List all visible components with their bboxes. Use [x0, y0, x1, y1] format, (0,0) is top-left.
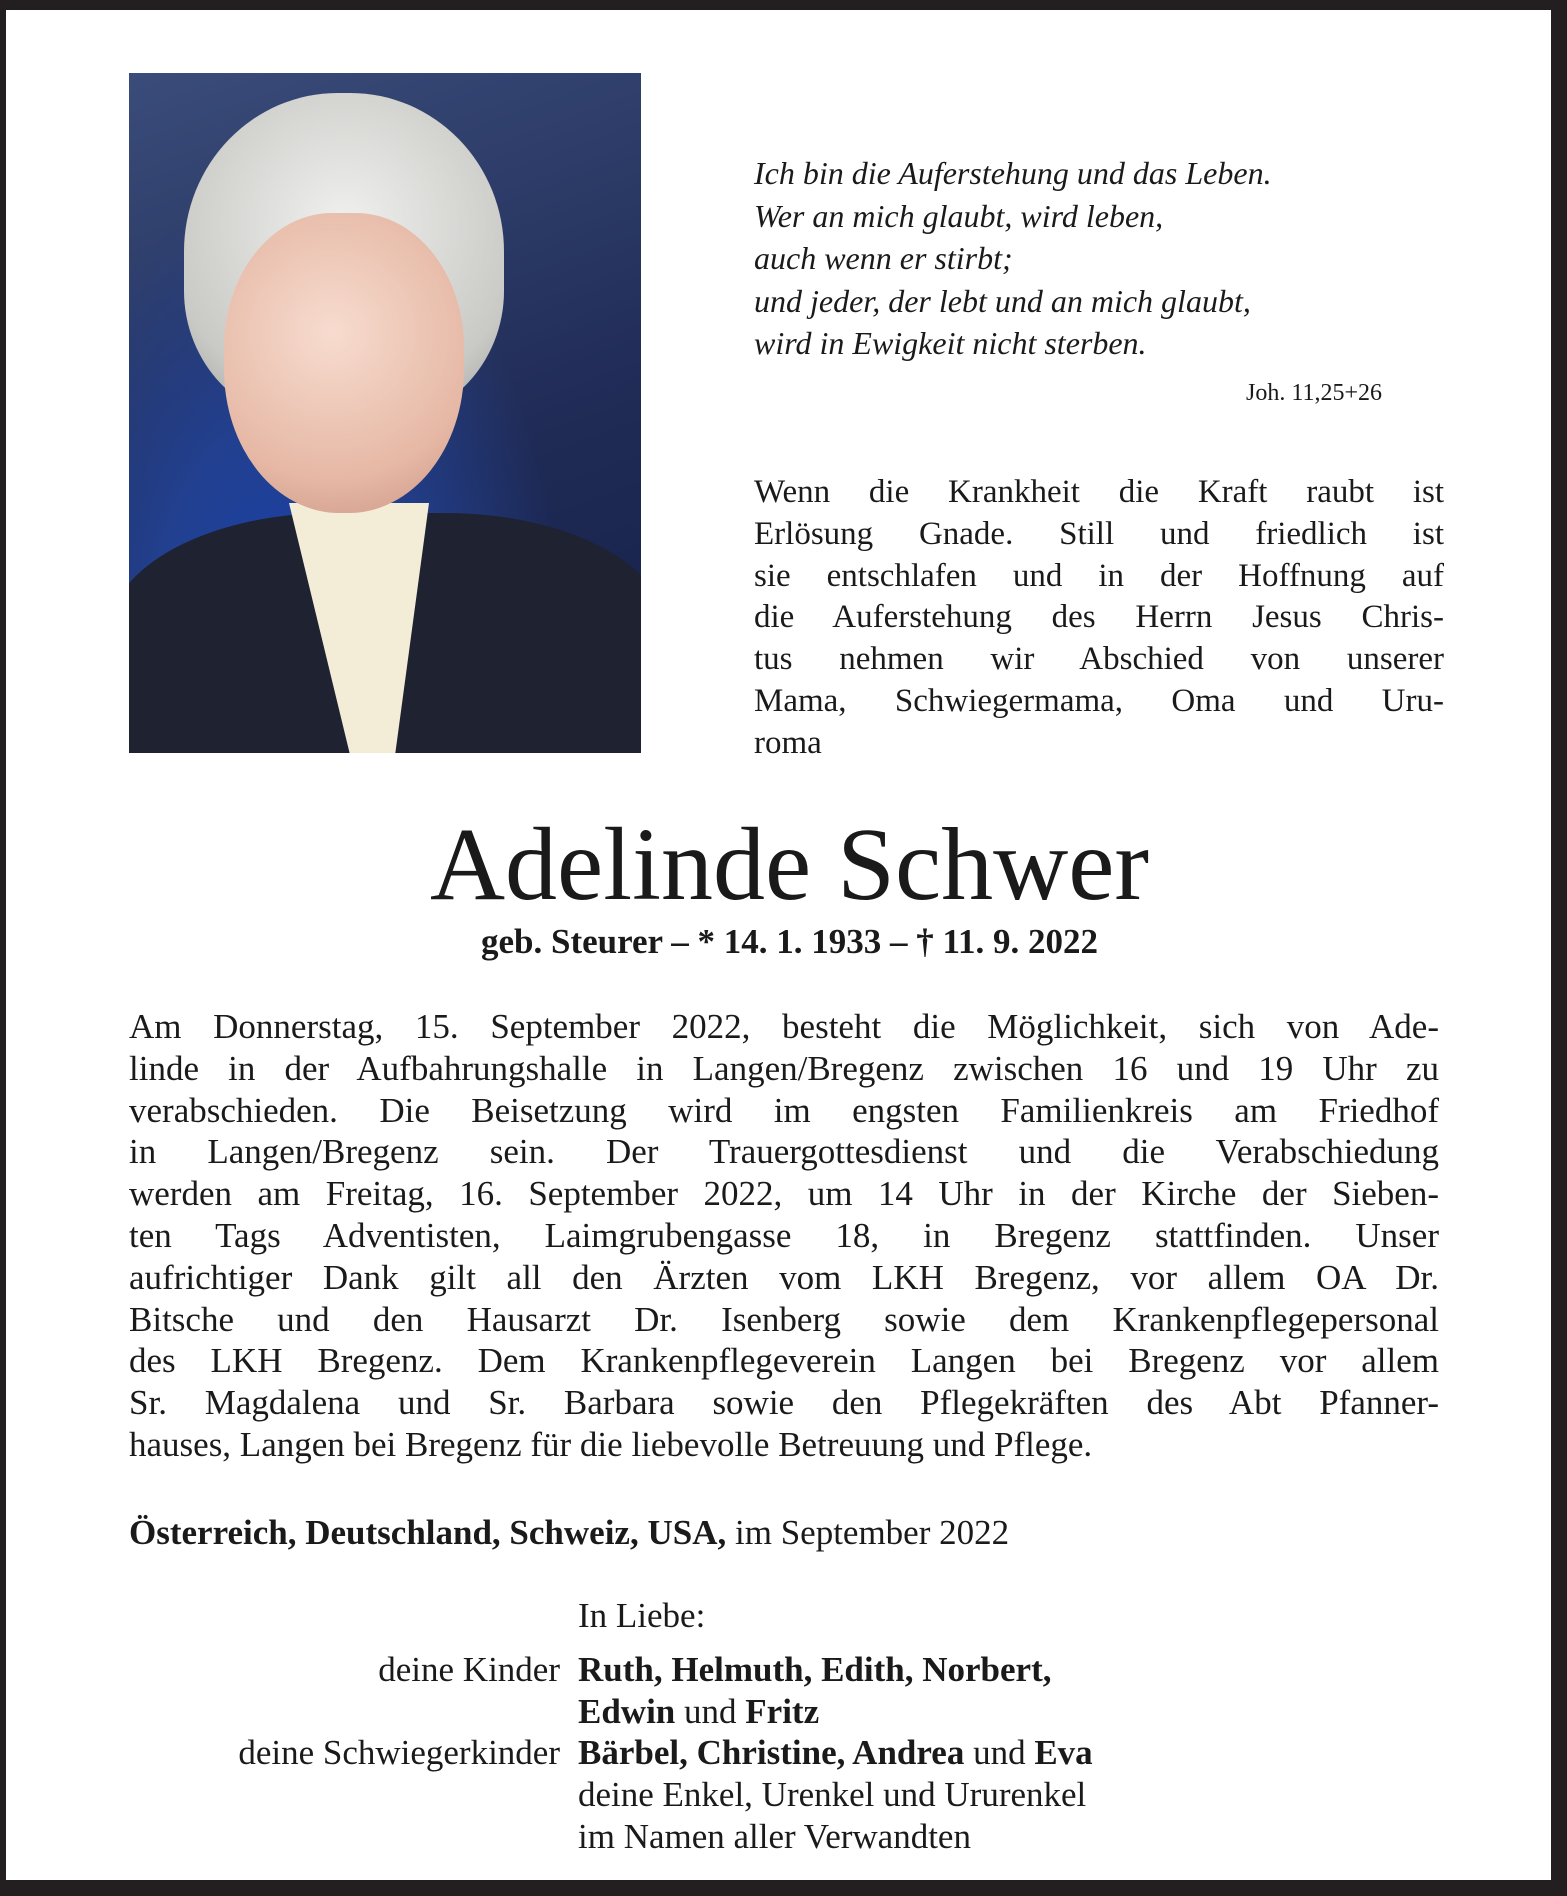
portrait-photo	[129, 73, 641, 753]
bible-quote: Ich bin die Auferstehung und das Leben. Wer an mich glaubt, wird leben, auch wenn er stirbt; und jeder, der lebt und an mich glaubt, wird in Ewigkeit nicht sterben.	[754, 155, 1272, 361]
main-text: Am Donnerstag, 15. September 2022, besteht die Möglichkeit, sich von Ade- linde in der Aufbahrungshalle in Langen/Bregenz zwischen 16 und 19 Uhr zu verabschieden. Die Beisetzung wird im engsten Familienkreis am Friedhof in Langen/Bregenz sein. Der Trauergottesdienst und die Verabschiedung werden am Freitag, 16. September 2022, um 14 Uhr in der Kirche der Sieben- ten Tags Adventisten, Laimgrubengasse 18, in Bregenz stattfinden. Unser aufrichtiger Dank gilt all den Ärzten vom LKH Bregenz, vor allem OA Dr. Bitsche und den Hausarzt Dr. Isenberg sowie dem Krankenpflegepersonal des LKH Bregenz. Dem Krankenpflegeverein Langen bei Bregenz vor allem Sr. Magdalena und Sr. Barbara sowie den Pflegekräften des Abt Pfanner- hauses, Langen bei Bregenz für die liebevolle Betreuung und Pflege.	[129, 1007, 1439, 1464]
quote-reference: Joh. 11,25+26	[1246, 380, 1382, 406]
deceased-details: geb. Steurer – * 14. 1. 1933 – † 11. 9. 2022	[480, 922, 1099, 961]
signature-block: In Liebe: deine Kinder Ruth, Helmuth, Edith, Norbert, Edwin und Fritz deine Schwiegerkinder Bärbel, Christine, Andrea und Eva deine Enkel, Urenkel und Ururenkel im Namen aller Verwandten	[238, 1596, 1093, 1856]
place-date: Österreich, Deutschland, Schweiz, USA, im September 2022	[129, 1513, 1010, 1552]
obituary-page	[6, 10, 1551, 1880]
deceased-name: Adelinde Schwer	[429, 807, 1150, 922]
intro-text: Wenn die Krankheit die Kraft raubt ist Erlösung Gnade. Still und friedlich ist sie entschlafen und in der Hoffnung auf die Auferstehung des Herrn Jesus Chris- tus nehmen wir Abschied von unserer Mama, Schwiegermama, Oma und Uru- roma	[754, 474, 1444, 761]
